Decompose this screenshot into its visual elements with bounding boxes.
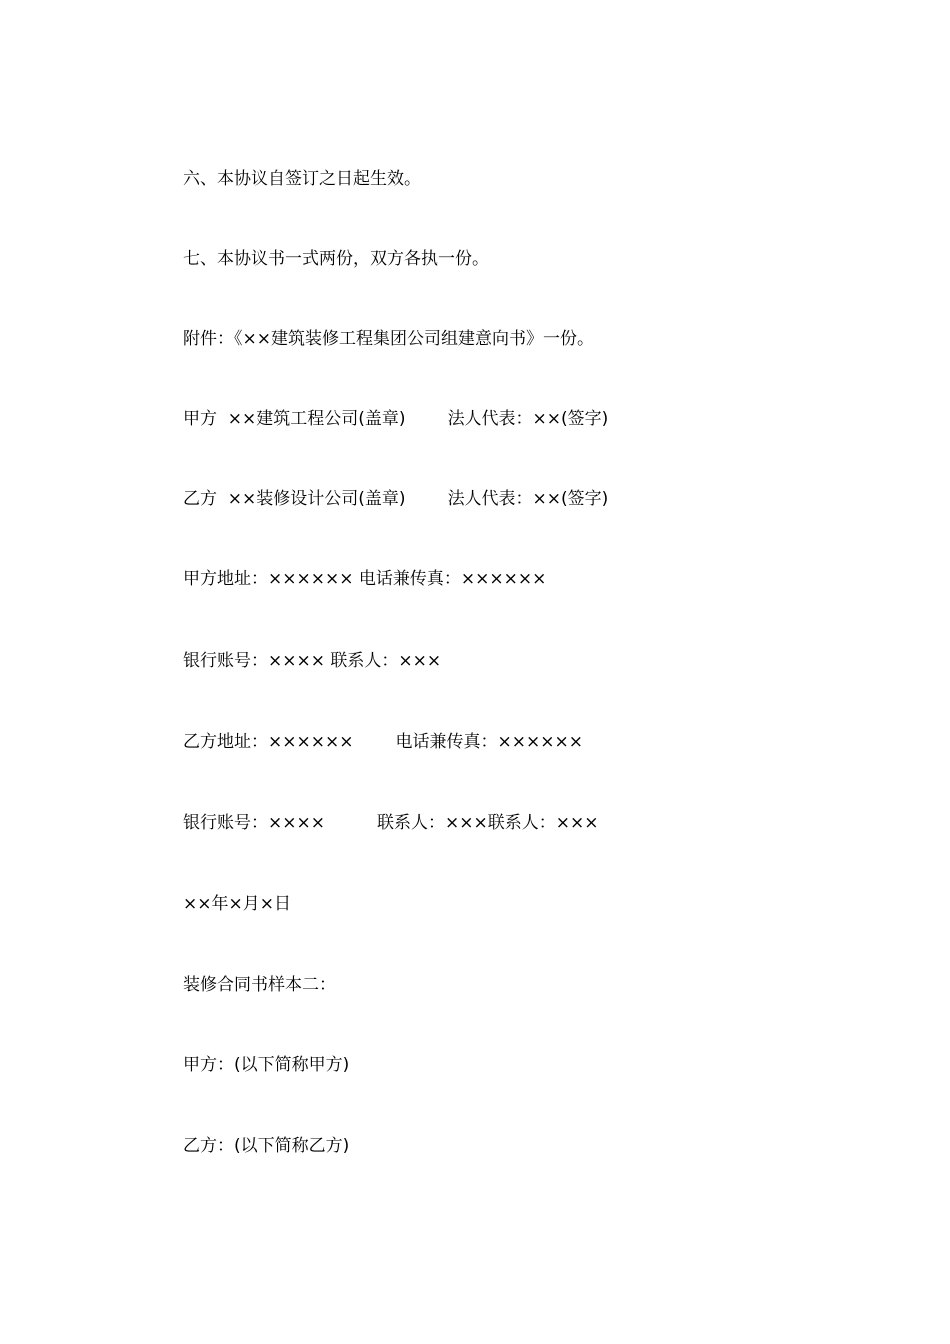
party-a-signature-line xyxy=(183,408,608,430)
party-b-bank-account: 银行账号：×××× xyxy=(183,813,325,833)
party-b-phone-fax: 电话兼传真：×××××× xyxy=(395,732,583,752)
party-b-signature-line xyxy=(183,488,608,510)
sample-two-heading: 装修合同书样本二： xyxy=(183,975,336,995)
party-b-legal-rep: 法人代表：××(签字) xyxy=(447,489,609,509)
party-b-company: 乙方 ××装修设计公司(盖章) xyxy=(183,489,406,509)
party-a-legal-rep: 法人代表：××(签字) xyxy=(447,409,609,429)
party-b-contact: 联系人：×××联系人：××× xyxy=(376,813,599,833)
party-a-company: 甲方 ××建筑工程公司(盖章) xyxy=(183,409,406,429)
date-line: ××年×月×日 xyxy=(183,894,291,914)
party-a-definition: 甲方：(以下简称甲方) xyxy=(183,1055,350,1075)
clause-six: 六、本协议自签订之日起生效。 xyxy=(183,169,421,189)
party-b-address-line xyxy=(183,731,583,753)
party-b-definition: 乙方：(以下简称乙方) xyxy=(183,1136,350,1156)
party-a-bank-line: 银行账号：×××× 联系人：××× xyxy=(183,651,442,671)
party-b-address: 乙方地址：×××××× xyxy=(183,732,354,752)
party-b-bank-line xyxy=(183,812,598,834)
clause-seven: 七、本协议书一式两份，双方各执一份。 xyxy=(183,249,489,269)
party-a-address-line: 甲方地址：×××××× 电话兼传真：×××××× xyxy=(183,569,547,589)
attachment-line: 附件：《××建筑装修工程集团公司组建意向书》一份。 xyxy=(183,329,594,349)
